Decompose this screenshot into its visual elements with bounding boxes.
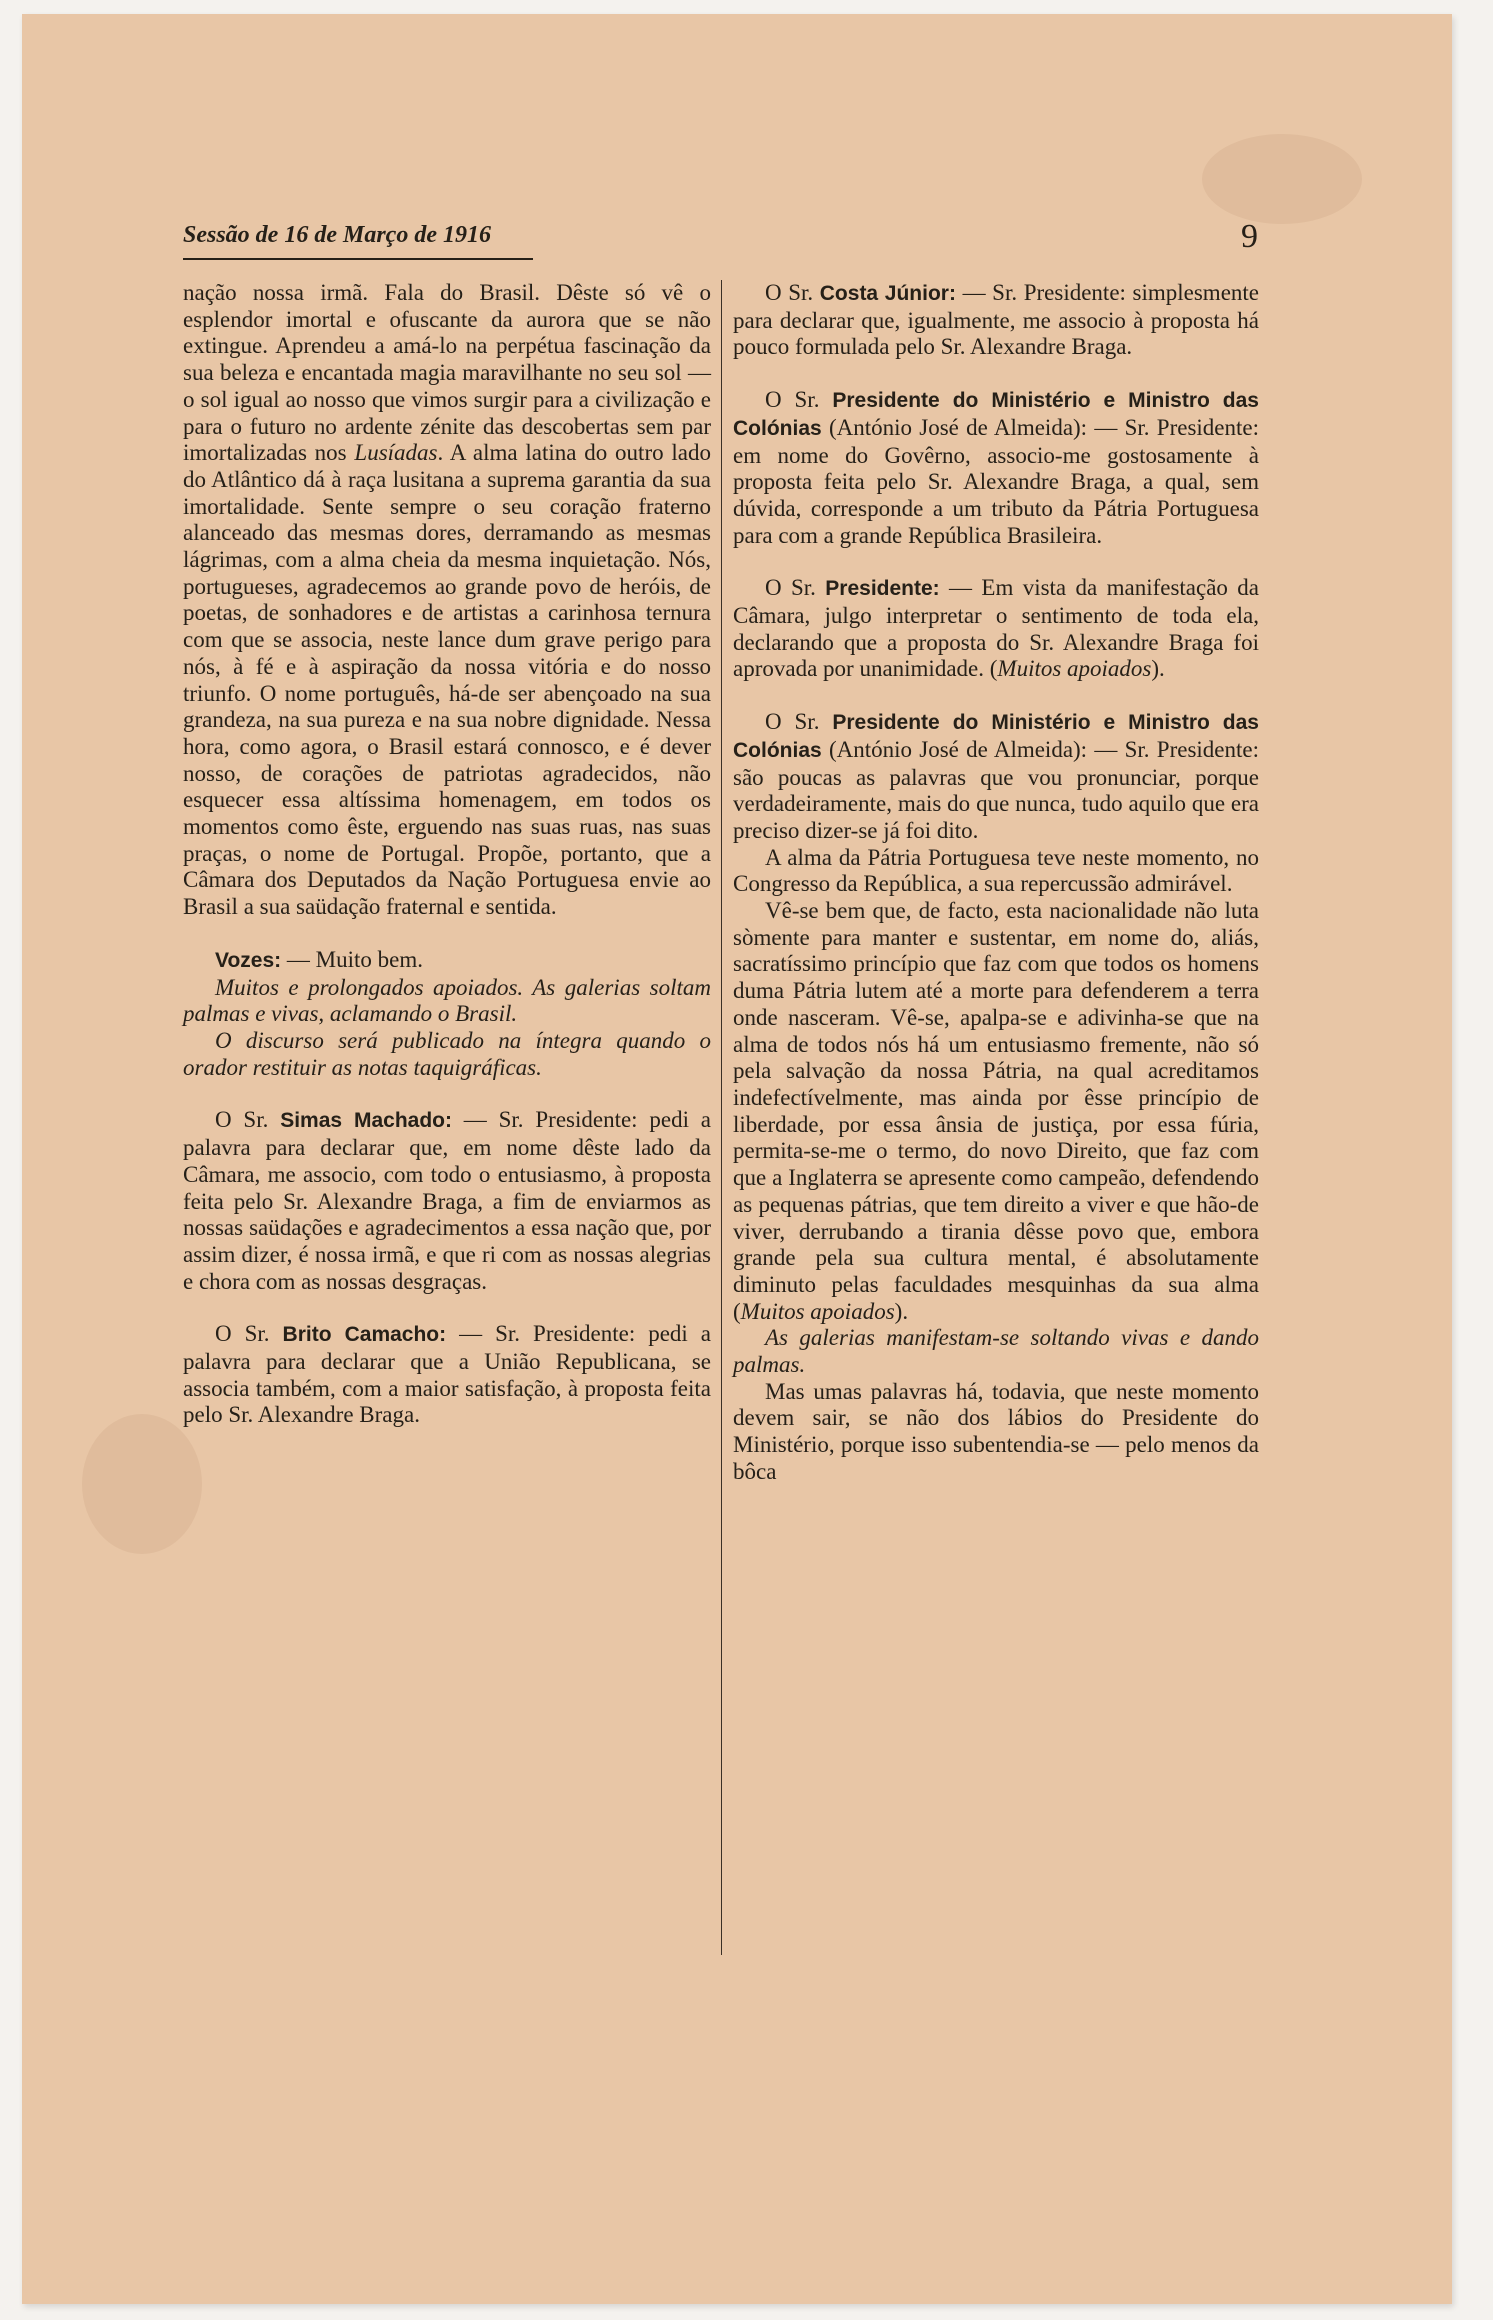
running-title: Sessão de 16 de Março de 1916 — [183, 222, 491, 248]
header-rule — [183, 258, 533, 260]
stage-direction: As galerias manifestam-se soltando vivas e dando palmas. — [733, 1325, 1259, 1378]
speech-paragraph: Mas umas palavras há, todavia, que neste momento devem sair, se não dos lábios do Presidente do Ministério, porque isso subentendia-se — pelo menos da bôca — [733, 1378, 1259, 1484]
speaker-name: Brito Camacho: — [282, 1323, 447, 1347]
intervention-simas-machado: O Sr. Simas Machado: — Sr. Presidente: pedi a palavra para declarar que, em nome dêste lado da Câmara, me associo, com todo o entusiasmo, à proposta feita pelo Sr. Alexandre Braga, a fim de enviarmos as nossas saüdações e agradecimentos a essa nação que, por assim dizer, é nossa irmã, e que ri com as nossas alegrias e chora com as nossas desgraças. — [183, 1107, 712, 1294]
speaker-name: Vozes: — [215, 948, 282, 972]
intervention-presidente-ministerio: O Sr. Presidente do Ministério e Ministro das Colónias (António José de Almeida): — Sr. Presidente: são poucas as palavras que vou pronunciar, porque verdadeiramente, mais do que nunca, tudo aquilo que era preciso dizer-se já foi dito. — [733, 709, 1259, 843]
intervention-costa-junior: O Sr. Costa Júnior: — Sr. Presidente: simplesmente para declarar que, igualmente, me associo à proposta há pouco formulada pelo Sr. Alexandre Braga. — [733, 280, 1260, 360]
stage-direction: Muitos e prolongados apoiados. As galerias soltam palmas e vivas, aclamando o Brasil. — [183, 974, 711, 1027]
speech-paragraph: nação nossa irmã. Fala do Brasil. Dêste só vê o esplendor imortal e ofuscante da aurora que se não extingue. Aprendeu a amá-lo na perpétua fascinação da sua beleza e encantada magia maravilhante no seu sol — o sol igual ao nosso que vimos surgir para a civilização e para o futuro no ardente zénite das descobertas sem par imortalizadas nos Lusíadas. A alma latina do outro lado do Atlântico dá à raça lusitana a suprema garantia da sua imortalidade. Sente sempre o seu coração fraterno alanceado das mesmas dores, derramando as mesmas lágrimas, com a alma cheia da mesma inquietação. Nós, portugueses, agradecemos ao grande povo de heróis, de poetas, de sonhadores e de artistas a carinhosa ternura com que se associa, neste lance dum grave perigo para nós, à fé e à aspiração da nossa vitória e do nosso triunfo. O nome português, há-de ser abençoado na sua grandeza, na sua pureza e na sua nobre dignidade. Nessa hora, como agora, o Brasil estará connosco, e é dever nosso, de corações de patriotas agradecidos, não esquecer essa altíssima homenagem, em todos os momentos como êste, erguendo nas suas ruas, nas suas praças, o nome de Portugal. Propõe, portanto, que a Câmara dos Deputados da Nação Portuguesa envie ao Brasil a sua saüdação fraternal e sentida. — [183, 280, 711, 920]
right-column — [733, 280, 1259, 1960]
speaker-name: Costa Júnior: — [819, 282, 956, 305]
intervention-brito-camacho: O Sr. Brito Camacho: — Sr. Presidente: pedi a palavra para declarar que a União Republicana, se associa também, com a maior satisfação, à proposta feita pelo Sr. Alexandre Braga. — [183, 1321, 712, 1428]
column-divider — [721, 280, 722, 1955]
speaker-name: Presidente do Ministério e Ministro das Colónias — [733, 711, 1259, 762]
left-column — [183, 280, 711, 1960]
paper-stain — [1202, 134, 1362, 224]
intervention-presidente: O Sr. Presidente: — Em vista da manifestação da Câmara, julgo interpretar o sentimento de toda ela, declarando que a proposta do Sr. Alexandre Braga foi aprovada por unanimidade. (Muitos apoiados). — [733, 575, 1259, 682]
speaker-name: Presidente: — [825, 577, 940, 601]
work-title: Lusíadas — [354, 440, 438, 466]
page-number: 9 — [1241, 218, 1258, 255]
speaker-name: Simas Machado: — [280, 1109, 452, 1133]
speech-paragraph: A alma da Pátria Portuguesa teve neste momento, no Congresso da República, a sua repercussão admirável. — [733, 844, 1259, 897]
intervention-presidente-ministerio: O Sr. Presidente do Ministério e Ministro das Colónias (António José de Almeida): — Sr. Presidente: em nome do Govêrno, associo-me gostosamente à proposta feita pelo Sr. Alexandre Braga, a qual, sem dúvida, corresponde a um tributo da Pátria Portuguesa para com a grande República Brasileira. — [733, 387, 1259, 548]
speaker-name: Presidente do Ministério e Ministro das Colónias — [733, 389, 1259, 440]
page-header — [183, 218, 1258, 258]
stage-direction: O discurso será publicado na íntegra quando o orador restituir as notas taquigráficas. — [183, 1027, 711, 1080]
speech-paragraph: Vê-se bem que, de facto, esta nacionalidade não luta sòmente para manter e sustentar, em nome do, aliás, sacratíssimo princípio que faz com que todos os homens duma Pátria lutem até a morte para defenderem a terra onde nasceram. Vê-se, apalpa-se e adivinha-se que na alma de todos nós há um entusiasmo fremente, não só pela salvação da nossa Pátria, na qual acreditamos indefectívelmente, mas ainda por êsse princípio de liberdade, por essa ânsia de justiça, por essa fúria, permita-se-me o termo, do novo Direito, que faz com que a Inglaterra se apresente como campeão, defendendo as pequenas pátrias, que tem direito a viver e que hão-de viver, derrubando a tirania dêsse povo que, embora grande pela sua cultura mental, é absolutamente diminuto pelas faculdades mesquinhas da sua alma (Muitos apoiados). — [733, 898, 1259, 1324]
intervention-vozes: Vozes: — Muito bem. — [215, 946, 423, 972]
